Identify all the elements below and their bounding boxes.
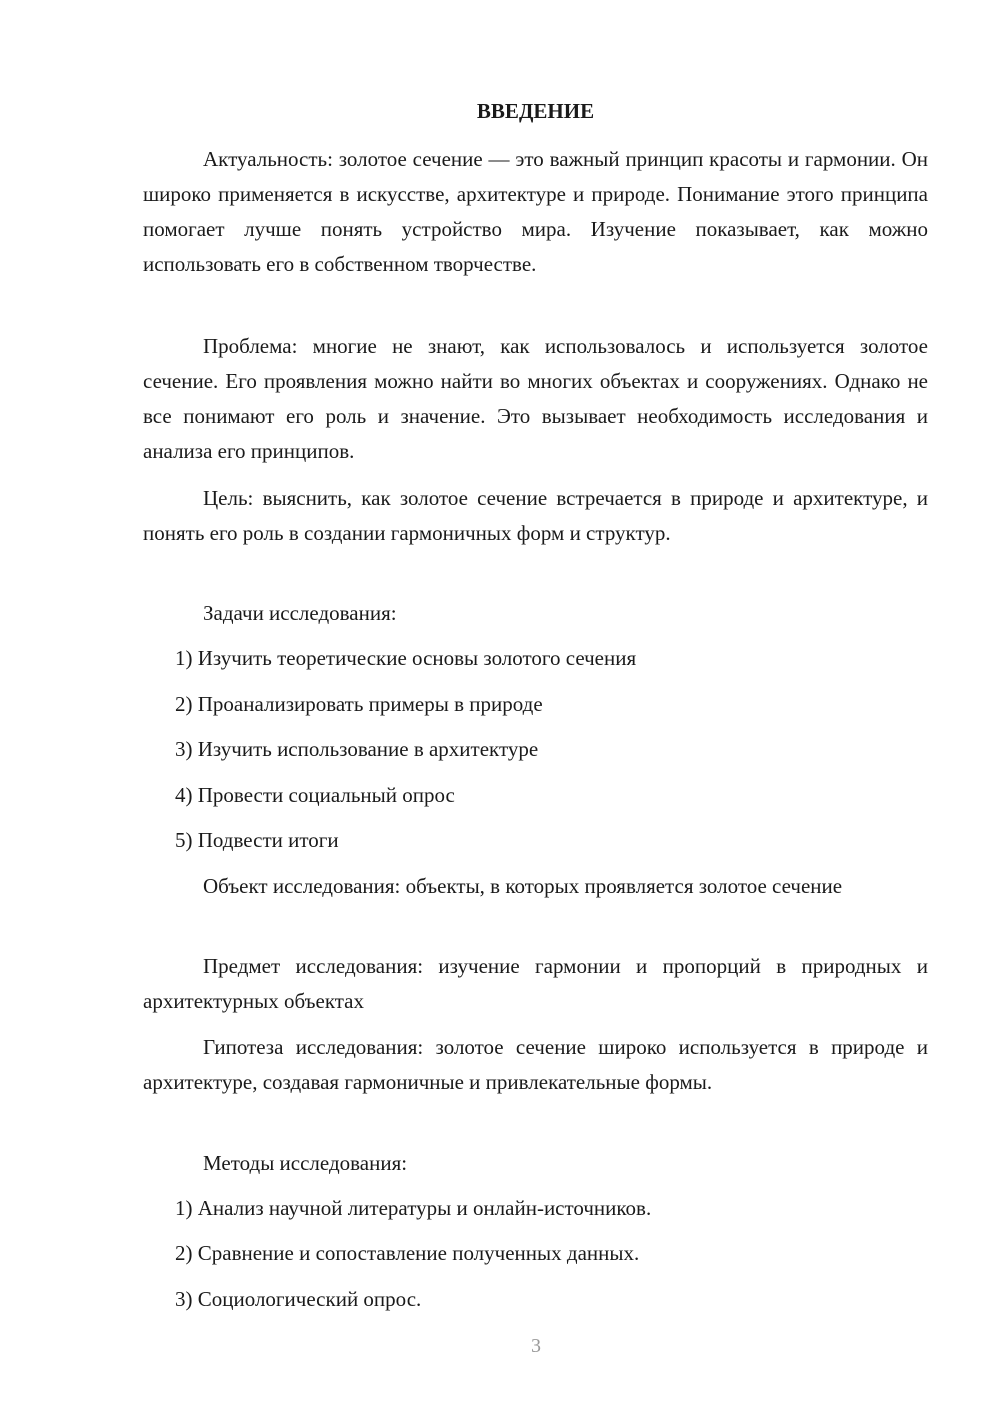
tasks-heading: Задачи исследования: [203,601,397,625]
goal-paragraph: Цель: выяснить, как золотое сечение встречается в природе и архитектуре, и понять его роль в создании гармоничных форм и структур. [143,486,928,545]
method-item-2: 2) Сравнение и сопоставление полученных данных. [175,1241,640,1265]
page-number: 3 [531,1335,541,1357]
problem-paragraph: Проблема: многие не знают, как использовалось и используется золотое сечение. Его проявления можно найти во многих объектах и сооружениях. Однако не все понимают его роль и значение. Это вызывает необходимость исследования и анализа его принципов. [143,334,928,463]
methods-heading: Методы исследования: [203,1151,408,1175]
method-item-3: 3) Социологический опрос. [175,1287,422,1311]
method-item-1: 1) Анализ научной литературы и онлайн-источников. [175,1196,652,1220]
task-item-3: 3) Изучить использование в архитектуре [175,737,539,761]
task-item-2: 2) Проанализировать примеры в природе [175,692,543,716]
subject-paragraph: Предмет исследования: изучение гармонии и пропорций в природных и архитектурных объектах [143,954,928,1013]
relevance-paragraph: Актуальность: золотое сечение — это важный принцип красоты и гармонии. Он широко применяется в искусстве, архитектуре и природе. Понимание этого принципа помогает лучше понять устройство мира. Изучение показывает, как можно использовать его в собственном творчестве. [143,147,928,276]
object-paragraph: Объект исследования: объекты, в которых проявляется золотое сечение [203,874,843,898]
page-title: ВВЕДЕНИЕ [476,99,595,123]
task-item-1: 1) Изучить теоретические основы золотого сечения [175,646,637,670]
task-item-4: 4) Провести социальный опрос [175,783,455,807]
hypothesis-paragraph: Гипотеза исследования: золотое сечение широко используется в природе и архитектуре, создавая гармоничные и привлекательные формы. [143,1035,928,1094]
task-item-5: 5) Подвести итоги [175,828,339,852]
